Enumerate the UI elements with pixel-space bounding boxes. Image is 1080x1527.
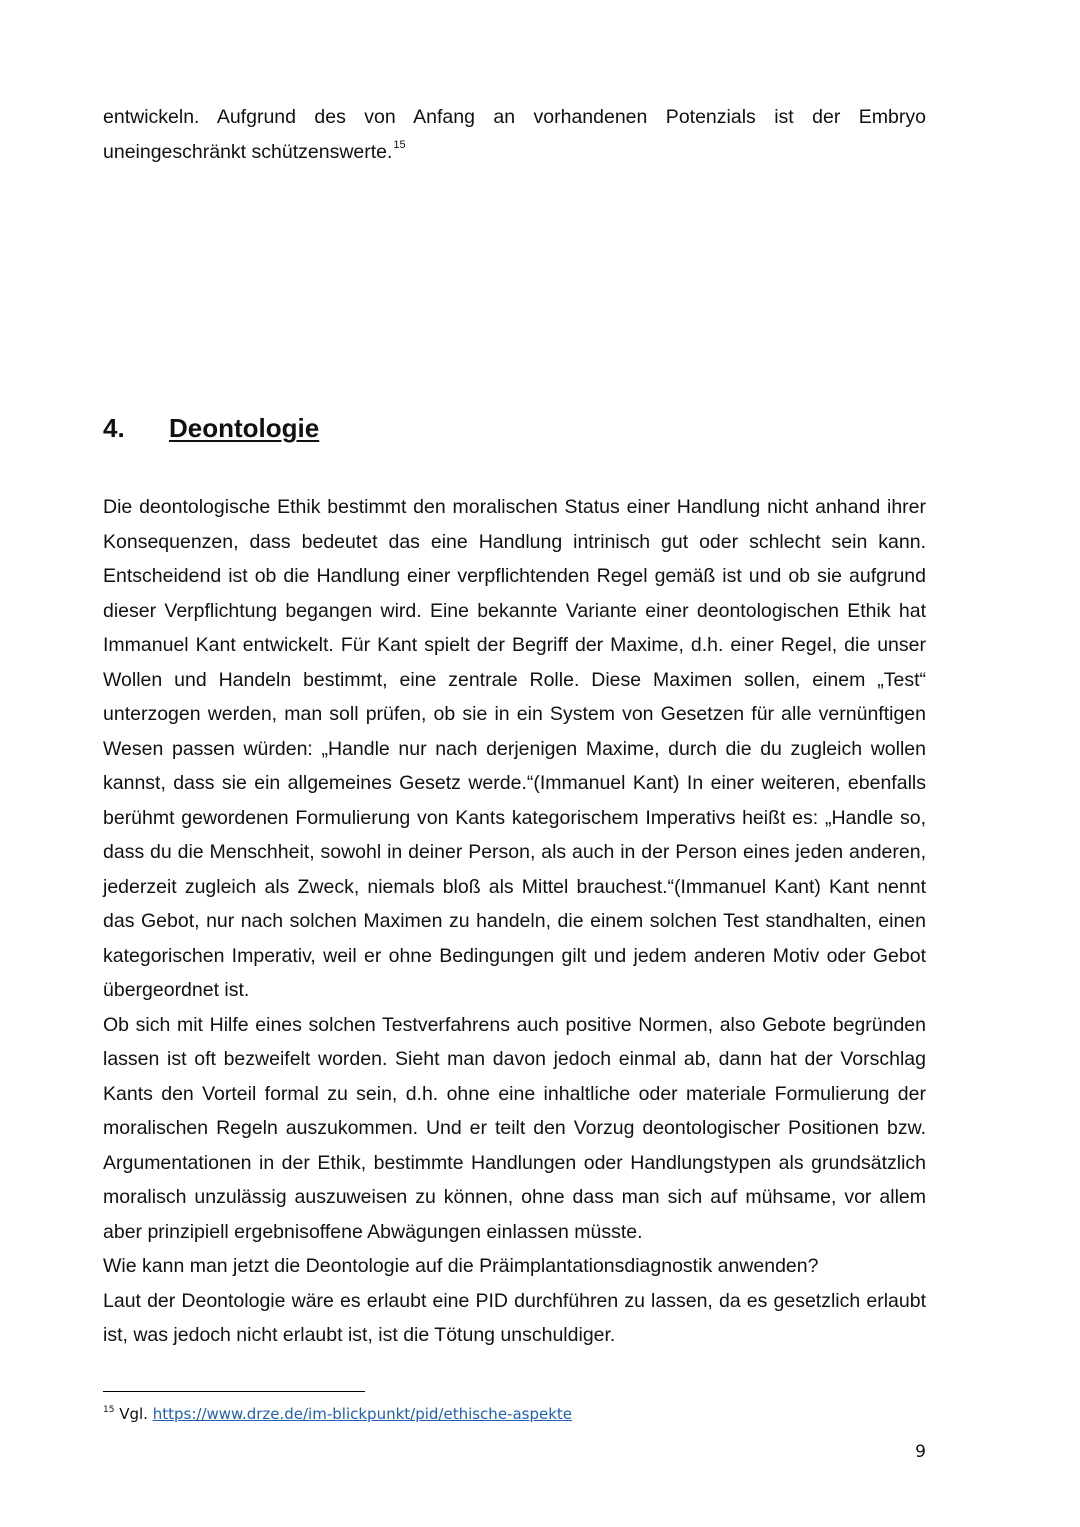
- footnote-number: 15: [103, 1405, 115, 1415]
- paragraph-4: Laut der Deontologie wäre es erlaubt eine PID durchführen zu lassen, da es gesetzlich erlaubt ist, was jedoch nicht erlaubt ist, ist die Tötung unschuldiger.: [103, 1289, 926, 1346]
- footnote: [103, 1403, 572, 1425]
- page-number: 9: [915, 1442, 926, 1462]
- footnote-link[interactable]: https://www.drze.de/im-blickpunkt/pid/ethische-aspekte: [152, 1405, 573, 1423]
- footnote-prefix: Vgl.: [119, 1405, 148, 1423]
- footnote-separator: [103, 1391, 365, 1392]
- footnote-reference[interactable]: 15: [393, 139, 406, 151]
- intro-text: [103, 100, 926, 169]
- section-number: 4.: [103, 413, 125, 443]
- intro-text-body: entwickeln. Aufgrund des von Anfang an vorhandenen Potenzials ist der Embryo uneingeschränkt schützenswerte.: [103, 106, 926, 163]
- paragraph-1: Die deontologische Ethik bestimmt den moralischen Status einer Handlung nicht anhand ihrer Konsequenzen, dass bedeutet das eine Handlung intrinisch gut oder schlecht sein kann. Entscheidend ist ob die Handlung einer verpflichtenden Regel gemäß ist und ob sie aufgrund dieser Verpflichtung begangen wird. Eine bekannte Variante einer deontologischen Ethik hat Immanuel Kant entwickelt. Für Kant spielt der Begriff der Maxime, d.h. einer Regel, die unser Wollen und Handeln bestimmt, eine zentrale Rolle. Diese Maximen sollen, einem „Test“ unterzogen werden, man soll prüfen, ob sie in ein System von Gesetzen für alle vernünftigen Wesen passen würden: „Handle nur nach derjenigen Maxime, durch die du zugleich wollen kannst, dass sie ein allgemeines Gesetz werde.“(Immanuel Kant) In einer weiteren, ebenfalls berühmt gewordenen Formulierung von Kants kategorischem Imperativs heißt es: „Handle so, dass du die Menschheit, sowohl in deiner Person, als auch in der Person eines jeden anderen, jederzeit zugleich als Zweck, niemals bloß als Mittel brauchest.“(Immanuel Kant) Kant nennt das Gebot, nur nach solchen Maximen zu handeln, die einem solchen Test standhalten, einen kategorischen Imperativ, weil er ohne Bedingungen gilt und jedem anderen Motiv oder Gebot übergeordnet ist.: [103, 496, 926, 1001]
- section-title: Deontologie: [169, 413, 320, 443]
- paragraph-3: Wie kann man jetzt die Deontologie auf die Präimplantationsdiagnostik anwenden?: [103, 1255, 819, 1277]
- intro-paragraph: [103, 100, 926, 169]
- paragraph-2: Ob sich mit Hilfe eines solchen Testverfahrens auch positive Normen, also Gebote begründen lassen ist oft bezweifelt worden. Sieht man davon jedoch einmal ab, dann hat der Vorschlag Kants den Vorteil formal zu sein, d.h. ohne eine inhaltliche oder materiale Formulierung der moralischen Regeln auszukommen. Und er teilt den Vorzug deontologischer Positionen bzw. Argumentationen in der Ethik, bestimmte Handlungen oder Handlungstypen als grundsätzlich moralisch unzulässig auszuweisen zu können, ohne dass man sich auf mühsame, vor allem aber prinzipiell ergebnisoffene Abwägungen einlassen müsste.: [103, 1013, 926, 1243]
- section-body: [103, 490, 926, 1353]
- section-heading: [103, 410, 319, 446]
